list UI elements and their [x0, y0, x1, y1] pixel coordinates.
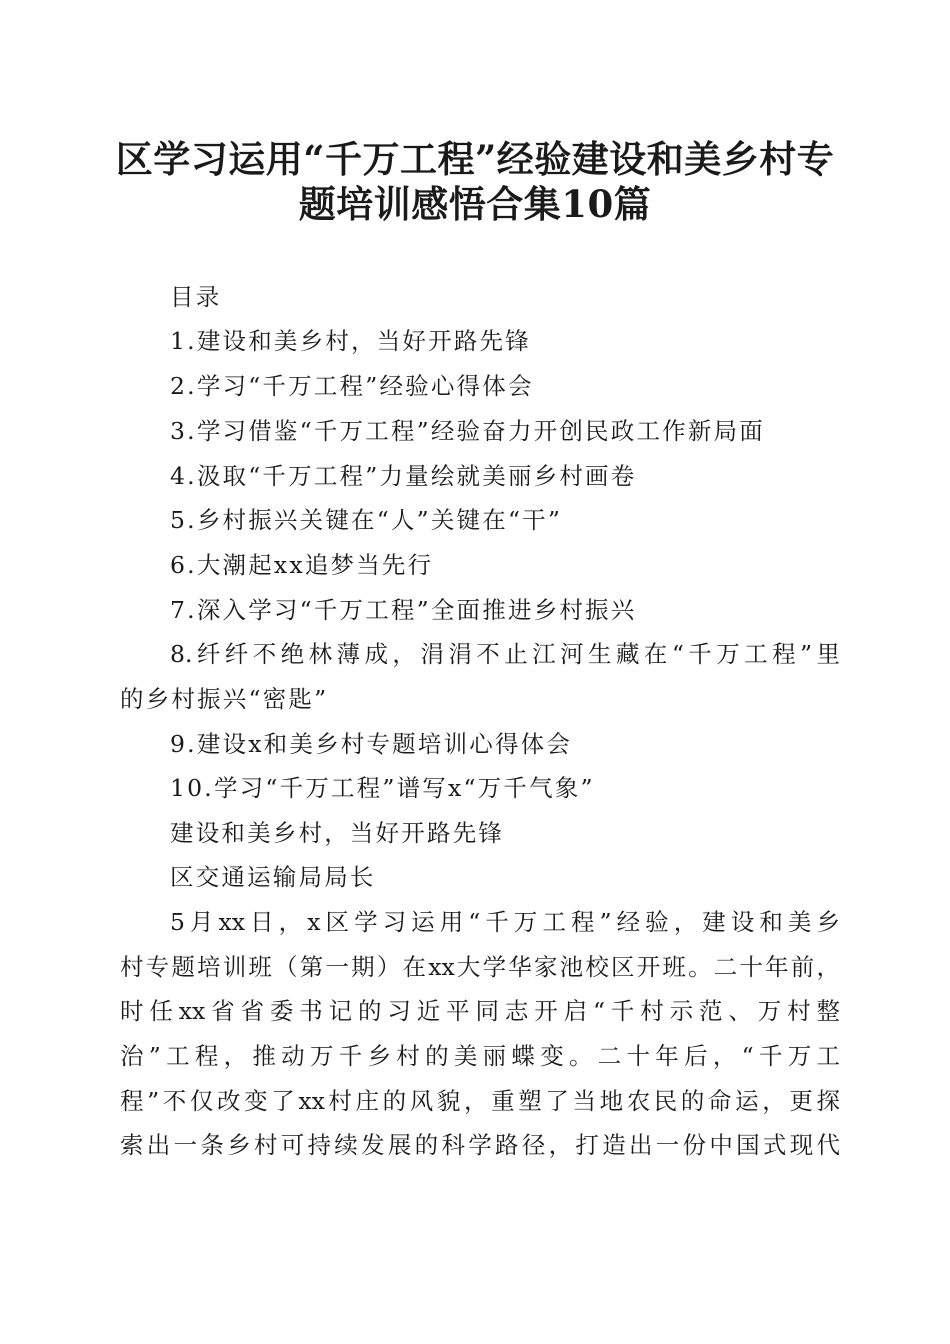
toc-heading: 目录 [170, 283, 222, 311]
article-author: 区交通运输局局长 [170, 863, 376, 891]
document-title-line-1: 区学习运用“千万工程”经验建设和美乡村专 [115, 137, 835, 181]
toc-item: 4.汲取“千万工程”力量绘就美丽乡村画卷 [170, 462, 637, 490]
toc-item: 6.大潮起xx追梦当先行 [170, 551, 434, 579]
body-paragraph-line: 程”不仅改变了xx村庄的风貌，重塑了当地农民的命运，更探 [120, 1087, 840, 1115]
body-paragraph-line: 索出一条乡村可持续发展的科学路径，打造出一份中国式现代 [120, 1131, 840, 1159]
toc-item: 9.建设x和美乡村专题培训心得体会 [170, 730, 573, 758]
article-title: 建设和美乡村，当好开路先锋 [170, 819, 505, 847]
body-paragraph-line: 5月xx日，x区学习运用“千万工程”经验，建设和美乡 [170, 908, 840, 936]
toc-item: 10.学习“千万工程”谱写x“万千气象” [170, 774, 595, 802]
toc-item: 7.深入学习“千万工程”全面推进乡村振兴 [170, 596, 637, 624]
toc-item: 8.纤纤不绝林薄成，涓涓不止江河生藏在“千万工程”里 [170, 640, 840, 668]
toc-item: 5.乡村振兴关键在“人”关键在“干” [170, 506, 563, 534]
toc-item: 3.学习借鉴“千万工程”经验奋力开创民政工作新局面 [170, 417, 765, 445]
body-paragraph-line: 时任xx省省委书记的习近平同志开启“千村示范、万村整 [120, 997, 840, 1025]
toc-item: 2.学习“千万工程”经验心得体会 [170, 372, 534, 400]
body-paragraph-line: 治”工程，推动万千乡村的美丽蝶变。二十年后，“千万工 [120, 1042, 840, 1070]
toc-item-continuation: 的乡村振兴“密匙” [120, 685, 329, 713]
toc-item: 1.建设和美乡村，当好开路先锋 [170, 327, 531, 355]
body-paragraph-line: 村专题培训班（第一期）在xx大学华家池校区开班。二十年前， [120, 953, 840, 981]
document-title-line-2: 题培训感悟合集10篇 [298, 182, 652, 226]
